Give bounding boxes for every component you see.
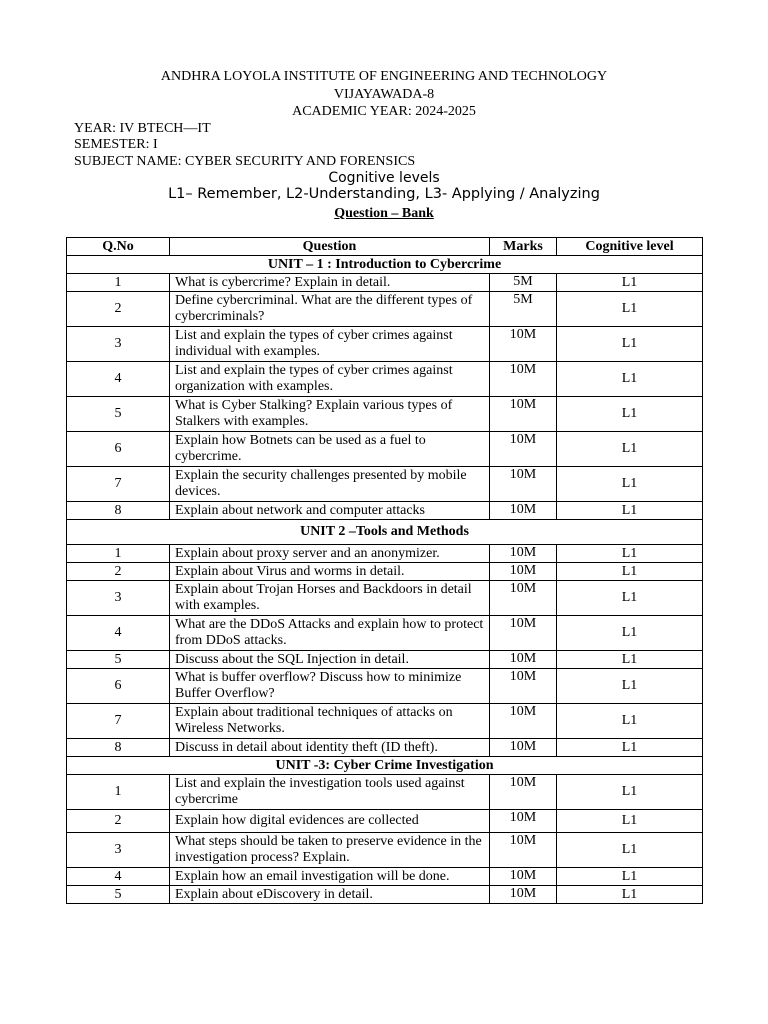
cognitive-level-value: L1 xyxy=(557,362,703,397)
marks-value: 10M xyxy=(490,362,557,397)
table-row xyxy=(67,739,703,757)
table-row xyxy=(67,274,703,292)
table-row xyxy=(67,868,703,886)
question-text: What steps should be taken to preserve evidence in the investigation process? Explain. xyxy=(170,833,490,868)
column-header-question: Question xyxy=(170,238,490,256)
question-text: Explain about Virus and worms in detail. xyxy=(170,563,490,581)
question-number: 2 xyxy=(67,810,170,833)
question-text: List and explain the investigation tools used against cybercrime xyxy=(170,775,490,810)
question-bank-heading: Question – Bank xyxy=(334,206,434,221)
marks-value: 10M xyxy=(490,669,557,704)
table-header-row xyxy=(67,238,703,256)
semester-line: SEMESTER: I xyxy=(74,137,158,152)
question-number: 4 xyxy=(67,362,170,397)
question-number: 4 xyxy=(67,868,170,886)
question-number: 8 xyxy=(67,502,170,520)
question-number: 7 xyxy=(67,467,170,502)
table-row xyxy=(67,545,703,563)
marks-value: 10M xyxy=(490,545,557,563)
cognitive-level-value: L1 xyxy=(557,775,703,810)
year-line: YEAR: IV BTECH—IT xyxy=(74,121,211,136)
cognitive-level-value: L1 xyxy=(557,292,703,327)
question-number: 2 xyxy=(67,292,170,327)
cognitive-level-value: L1 xyxy=(557,616,703,651)
institute-city: VIJAYAWADA-8 xyxy=(333,87,435,102)
column-header-marks: Marks xyxy=(490,238,557,256)
cognitive-levels-legend: L1– Remember, L2-Understanding, L3- Applying / Analyzing xyxy=(168,186,600,202)
marks-value: 10M xyxy=(490,886,557,904)
cognitive-level-value: L1 xyxy=(557,274,703,292)
marks-value: 10M xyxy=(490,467,557,502)
question-text: Explain how an email investigation will be done. xyxy=(170,868,490,886)
table-row xyxy=(67,704,703,739)
marks-value: 10M xyxy=(490,327,557,362)
question-number: 3 xyxy=(67,327,170,362)
cognitive-level-value: L1 xyxy=(557,886,703,904)
institute-name: ANDHRA LOYOLA INSTITUTE OF ENGINEERING AND TECHNOLOGY xyxy=(160,69,608,84)
question-text: Explain about proxy server and an anonymizer. xyxy=(170,545,490,563)
cognitive-level-value: L1 xyxy=(557,467,703,502)
column-header-cognitive-level: Cognitive level xyxy=(557,238,703,256)
marks-value: 10M xyxy=(490,651,557,669)
table-row xyxy=(67,292,703,327)
question-text: Explain the security challenges presented by mobile devices. xyxy=(170,467,490,502)
cognitive-level-value: L1 xyxy=(557,502,703,520)
cognitive-level-value: L1 xyxy=(557,868,703,886)
table-row xyxy=(67,432,703,467)
unit-heading-row xyxy=(67,757,703,775)
cognitive-level-value: L1 xyxy=(557,327,703,362)
marks-value: 10M xyxy=(490,810,557,833)
table-row xyxy=(67,581,703,616)
question-number: 4 xyxy=(67,616,170,651)
question-number: 6 xyxy=(67,669,170,704)
question-bank-table xyxy=(66,237,703,904)
table-row xyxy=(67,669,703,704)
cognitive-level-value: L1 xyxy=(557,563,703,581)
question-text: Explain about eDiscovery in detail. xyxy=(170,886,490,904)
cognitive-level-value: L1 xyxy=(557,651,703,669)
cognitive-level-value: L1 xyxy=(557,581,703,616)
cognitive-level-value: L1 xyxy=(557,545,703,563)
marks-value: 10M xyxy=(490,432,557,467)
marks-value: 10M xyxy=(490,704,557,739)
unit-title: UNIT – 1 : Introduction to Cybercrime xyxy=(67,256,703,274)
table-body xyxy=(67,256,703,904)
question-text: Explain about network and computer attacks xyxy=(170,502,490,520)
marks-value: 10M xyxy=(490,775,557,810)
table-row xyxy=(67,397,703,432)
question-text: Explain how Botnets can be used as a fuel to cybercrime. xyxy=(170,432,490,467)
marks-value: 10M xyxy=(490,739,557,757)
marks-value: 10M xyxy=(490,502,557,520)
table-row xyxy=(67,327,703,362)
table-row xyxy=(67,502,703,520)
unit-title: UNIT 2 –Tools and Methods xyxy=(67,520,703,545)
question-text: Define cybercriminal. What are the different types of cybercriminals? xyxy=(170,292,490,327)
question-text: What are the DDoS Attacks and explain how to protect from DDoS attacks. xyxy=(170,616,490,651)
question-text: Explain about traditional techniques of attacks on Wireless Networks. xyxy=(170,704,490,739)
question-number: 3 xyxy=(67,581,170,616)
question-number: 7 xyxy=(67,704,170,739)
question-text: What is buffer overflow? Discuss how to minimize Buffer Overflow? xyxy=(170,669,490,704)
subject-line: SUBJECT NAME: CYBER SECURITY AND FORENSICS xyxy=(74,154,416,169)
cognitive-level-value: L1 xyxy=(557,810,703,833)
question-number: 5 xyxy=(67,886,170,904)
unit-heading-row xyxy=(67,520,703,545)
question-number: 1 xyxy=(67,545,170,563)
question-text: List and explain the types of cyber crimes against organization with examples. xyxy=(170,362,490,397)
question-text: Discuss in detail about identity theft (ID theft). xyxy=(170,739,490,757)
cognitive-level-value: L1 xyxy=(557,669,703,704)
unit-title: UNIT -3: Cyber Crime Investigation xyxy=(67,757,703,775)
table-row xyxy=(67,563,703,581)
marks-value: 10M xyxy=(490,581,557,616)
marks-value: 10M xyxy=(490,616,557,651)
table-row xyxy=(67,651,703,669)
cognitive-level-value: L1 xyxy=(557,432,703,467)
question-number: 8 xyxy=(67,739,170,757)
table-row xyxy=(67,775,703,810)
table-row xyxy=(67,833,703,868)
question-text: List and explain the types of cyber crimes against individual with examples. xyxy=(170,327,490,362)
unit-heading-row xyxy=(67,256,703,274)
question-number: 3 xyxy=(67,833,170,868)
column-header-qno: Q.No xyxy=(67,238,170,256)
cognitive-level-value: L1 xyxy=(557,739,703,757)
question-number: 1 xyxy=(67,274,170,292)
marks-value: 5M xyxy=(490,274,557,292)
question-text: Discuss about the SQL Injection in detail. xyxy=(170,651,490,669)
question-text: Explain about Trojan Horses and Backdoors in detail with examples. xyxy=(170,581,490,616)
table-row xyxy=(67,886,703,904)
cognitive-levels-title: Cognitive levels xyxy=(328,170,440,186)
question-text: What is Cyber Stalking? Explain various types of Stalkers with examples. xyxy=(170,397,490,432)
question-number: 5 xyxy=(67,651,170,669)
question-number: 6 xyxy=(67,432,170,467)
cognitive-level-value: L1 xyxy=(557,397,703,432)
academic-year: ACADEMIC YEAR: 2024-2025 xyxy=(292,104,476,119)
question-number: 2 xyxy=(67,563,170,581)
question-text: What is cybercrime? Explain in detail. xyxy=(170,274,490,292)
marks-value: 10M xyxy=(490,868,557,886)
question-text: Explain how digital evidences are collected xyxy=(170,810,490,833)
cognitive-level-value: L1 xyxy=(557,833,703,868)
table-row xyxy=(67,810,703,833)
marks-value: 10M xyxy=(490,563,557,581)
table-row xyxy=(67,467,703,502)
table-row xyxy=(67,362,703,397)
marks-value: 10M xyxy=(490,833,557,868)
cognitive-level-value: L1 xyxy=(557,704,703,739)
marks-value: 10M xyxy=(490,397,557,432)
question-number: 5 xyxy=(67,397,170,432)
marks-value: 5M xyxy=(490,292,557,327)
question-number: 1 xyxy=(67,775,170,810)
table-row xyxy=(67,616,703,651)
